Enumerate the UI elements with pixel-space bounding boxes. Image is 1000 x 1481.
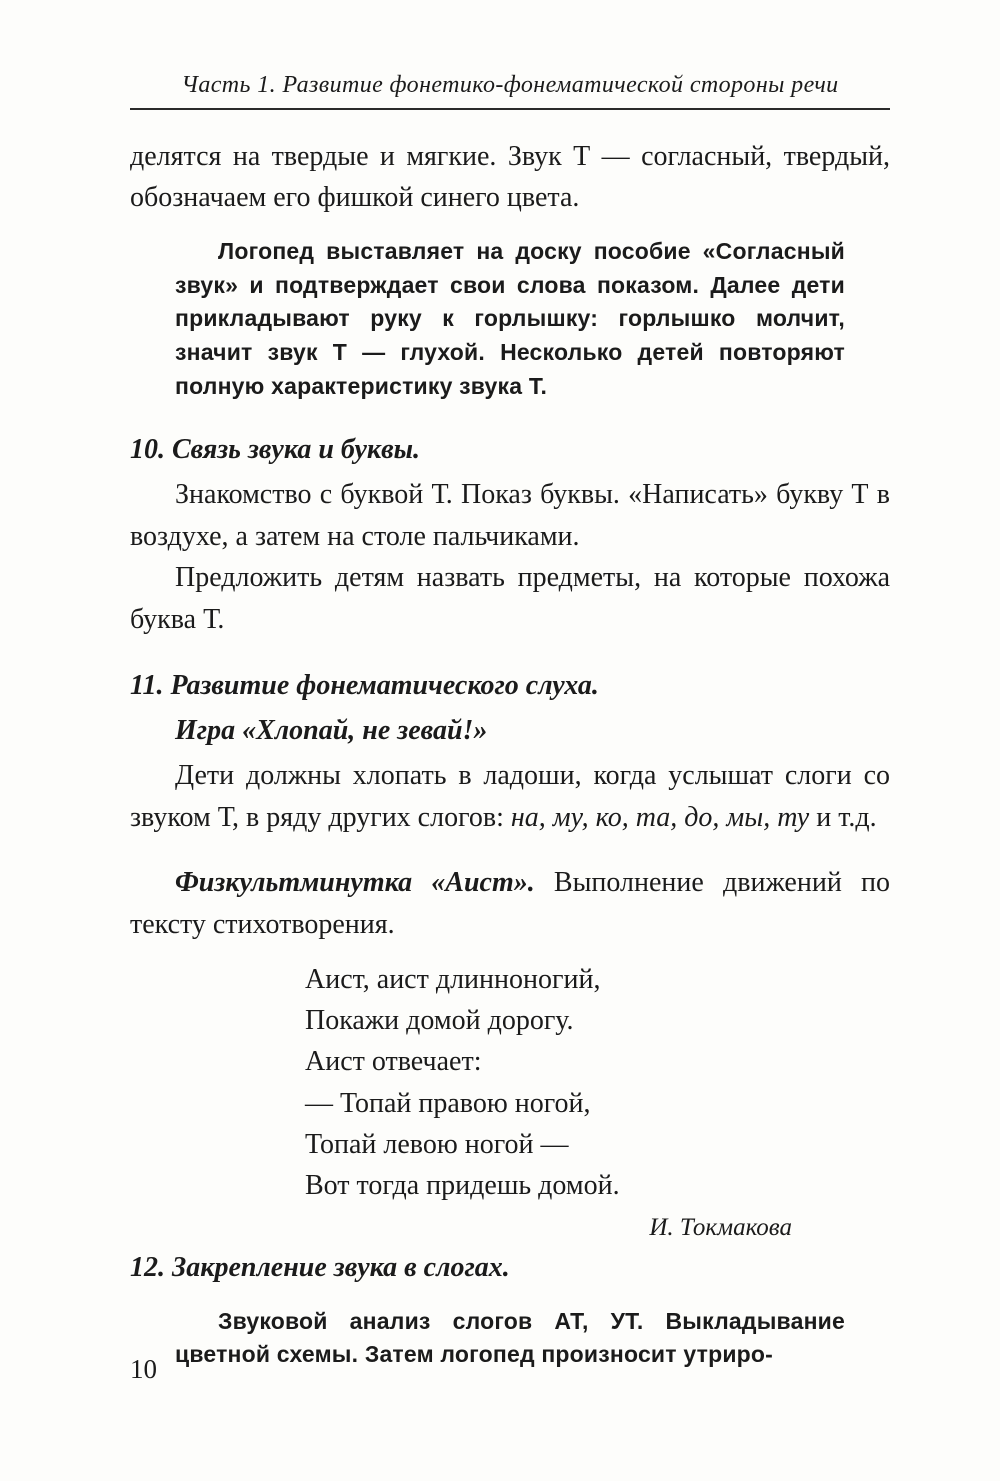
- poem-line: Аист, аист длинноногий,: [305, 964, 601, 996]
- paragraph: Знакомство с буквой Т. Показ буквы. «Написать» букву Т в воздухе, а затем на столе пальчиками.: [130, 479, 890, 552]
- paragraph: [130, 755, 890, 838]
- paragraph-continuation: делятся на твердые и мягкие. Звук Т — согласный, твердый, обозначаем его фишкой синего цвета.: [130, 141, 890, 214]
- paragraph: [130, 862, 890, 945]
- poem-line: Топай левою ногой —: [305, 1128, 569, 1160]
- running-header-title: Часть 1. Развитие фонетико-фонематической стороны речи: [181, 72, 839, 98]
- syllables-italic: на, му, ко, та, до, мы, ту: [510, 801, 810, 833]
- paragraph: Предложить детям назвать предметы, на которые похожа буква Т.: [130, 562, 890, 635]
- page-number: 10: [130, 1354, 157, 1384]
- fizkultminutka-lead: Физкультминутка «Аист».: [175, 867, 535, 899]
- poem: [305, 959, 890, 1206]
- poem-line: Покажи домой дорогу.: [305, 1005, 574, 1037]
- paragraph-text: и т.д.: [809, 801, 877, 833]
- poem-author: И. Токмакова: [649, 1214, 792, 1242]
- instruction-note: Звуковой анализ слогов АТ, УТ. Выкладывание цветной схемы. Затем логопед произносит утриро-: [175, 1307, 845, 1368]
- text-column: [130, 72, 890, 1388]
- poem-line: Аист отвечает:: [305, 1046, 482, 1078]
- paragraph-text: Дети должны хлопать в ладоши, когда услышат слоги со звуком Т, в ряду других слогов:: [130, 760, 890, 833]
- running-header: [130, 72, 890, 110]
- section-heading-12: 12. Закрепление звука в слогах.: [130, 1252, 510, 1284]
- paragraph-text: Выполнение движений по тексту стихотворения.: [130, 867, 890, 940]
- section-heading-11: 11. Развитие фонематического слуха.: [130, 670, 599, 702]
- instruction-note: Логопед выставляет на доску пособие «Согласный звук» и подтверждает свои слова показом. Далее дети прикладывают руку к горлышку: горлышко молчит, значит звук Т — глухой. Несколько детей повторяют полную характеристику звука Т.: [175, 237, 845, 400]
- section-heading-10: 10. Связь звука и буквы.: [130, 433, 421, 465]
- game-subheading: Игра «Хлопай, не зевай!»: [175, 714, 488, 746]
- poem-line: — Топай правою ногой,: [305, 1087, 591, 1119]
- poem-line: Вот тогда придешь домой.: [305, 1169, 620, 1201]
